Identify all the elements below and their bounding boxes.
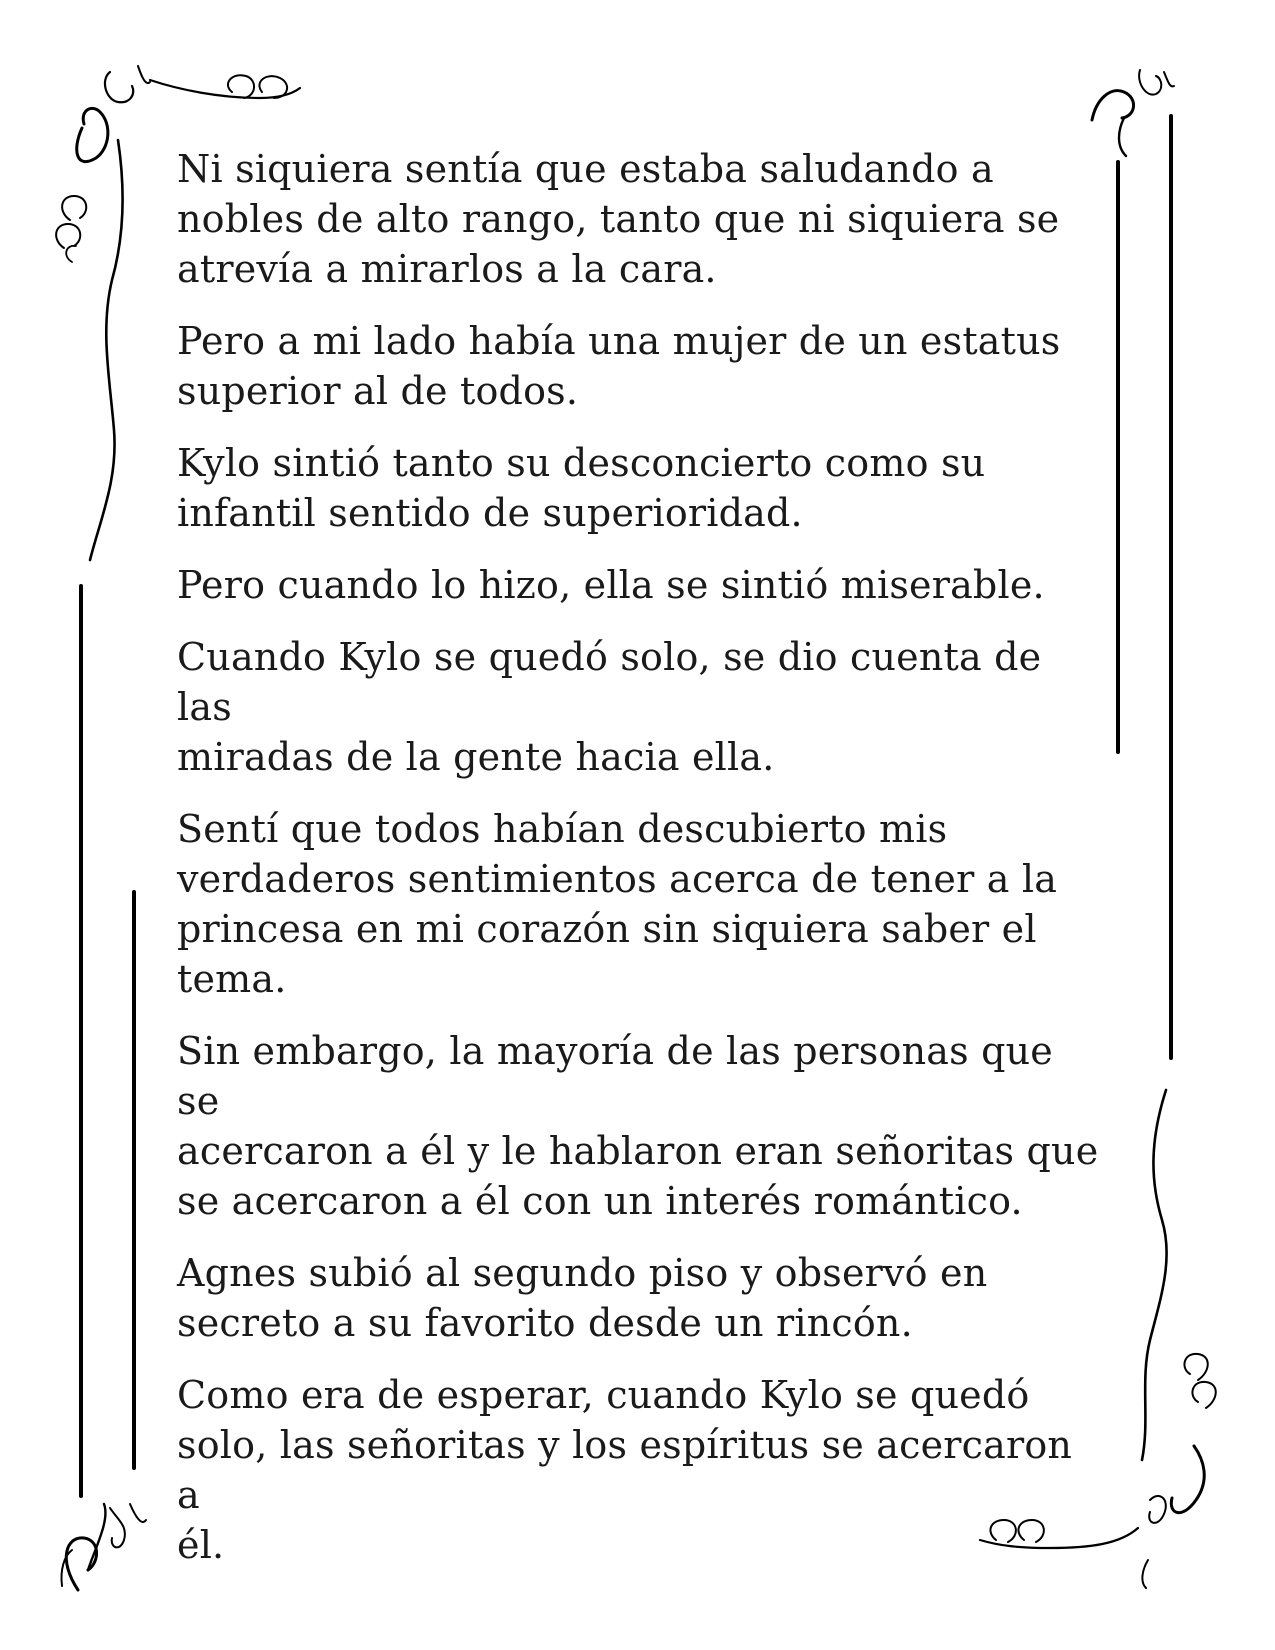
bottom-left-flourish	[61, 1504, 146, 1590]
paragraph: Sin embargo, la mayoría de las personas que se acercaron a él y le hablaron eran señoritas que se acercaron a él con un interés romántico.	[177, 1029, 1099, 1223]
paragraph: Kylo sintió tanto su desconcierto como su infantil sentido de superioridad.	[177, 441, 986, 535]
main-text	[177, 144, 1107, 1592]
paragraph: Sentí que todos habían descubierto mis verdaderos sentimientos acerca de tener a la princesa en mi corazón sin siquiera saber el tema.	[177, 807, 1058, 1001]
paragraph: Ni siquiera sentía que estaba saludando a nobles de alto rango, tanto que ni siquiera se atrevía a mirarlos a la cara.	[177, 147, 1060, 291]
paragraph: Pero a mi lado había una mujer de un estatus superior al de todos.	[177, 319, 1061, 413]
paragraph: Agnes subió al segundo piso y observó en secreto a su favorito desde un rincón.	[177, 1251, 988, 1345]
paragraph: Como era de esperar, cuando Kylo se quedó solo, las señoritas y los espíritus se acercaron a él.	[177, 1373, 1073, 1567]
paragraph: Pero cuando lo hizo, ella se sintió miserable.	[177, 563, 1045, 607]
paragraph: Cuando Kylo se quedó solo, se dio cuenta de las miradas de la gente hacia ella.	[177, 635, 1042, 779]
